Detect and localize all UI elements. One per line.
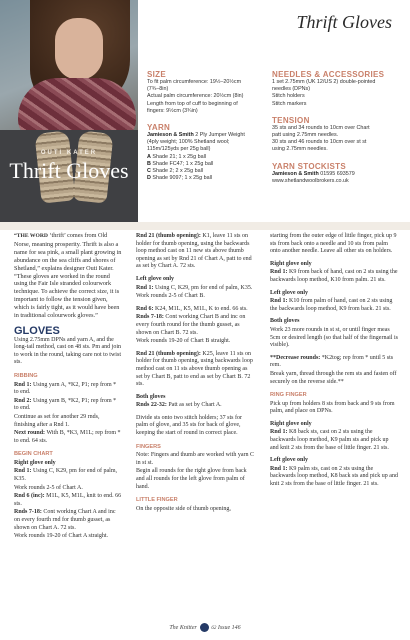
stockists-heading: YARN STOCKISTS <box>272 161 346 171</box>
needles-tension-column <box>272 70 400 185</box>
yarn-info: Jamieson & Smith 2 Ply Jumper Weight (4ply weight; 100% Shetland wool; 115m/125yds per 25g ball) A Shade 21; 1 x 25g ball B Shade FC47; 1 x 25g ball C Shade 2; 2 x 25g ball D Shade 9097; 1 x 25g ball <box>147 132 245 182</box>
size-yarn-column <box>147 70 263 182</box>
designer-name: OUTI KATER <box>40 150 98 156</box>
gloves-heading: GLOVES <box>14 324 60 337</box>
page-number: 62 <box>211 625 217 631</box>
ring-finger-heading: RING FINGER <box>270 392 307 399</box>
fingers-heading: FINGERS <box>136 443 161 450</box>
page-title: Thrift Gloves <box>296 12 392 32</box>
size-heading: SIZE <box>147 70 166 79</box>
pattern-column-1: “THE WORD ‘thrift’ comes from Old Norse, meaning prosperity. Thrift is also a name for sea pink, a small plant growing in abundance on the sea cliffs and shores of Shetland,” explains designer Outi Kater. “These gloves are worked in the round using the Fair Isle stranded colourwork technique. To achieve the correct size, it is important to follow the tension given, which is fairly tight, as it would have been in traditional colourwork gloves.” GLOVES Using 2.75mm DPNs and yarn A, and the long-tail method, cast on 48 sts. Pm and join to work in the round, taking care not to twist sts. RIBBING Rnd 1: Using yarn A, *K2, P1; rep from * to end. Rnd 2: Using yarn B, *K2, P1; rep from * to end. Continue as set for another 29 rnds, finishing after a Rnd 1. Next round: With B, *K3, M1L; rep from * to end. 64 sts. BEGIN CHART Right glove only Rnd 1: Using C, K29, pm for end of palm, K35. Work rounds 2-5 of Chart A. Rnd 6 (inc): M1L, K5, M1L, knit to end. 66 sts. Rnds 7-18: Cont working Chart A and inc on every fourth rnd for thumb gusset, as shown on Chart A. 72 sts. Work rounds 19-20 of Chart A straight. <box>14 232 122 540</box>
yarn-heading: YARN <box>147 123 171 133</box>
tension-heading: TENSION <box>272 115 310 125</box>
pattern-column-3: starting from the outer edge of little finger, pick up 9 sts from back onto a needle and 10 sts from palm onto another needle. Leave all other sts on holders. Right glove only Rnd 1: K9 from back of hand, cast on 2 sts using the backwards loop method, K10 from palm. 21 sts. Left glove only Rnd 1: K10 from palm of hand, cast on 2 sts using the backwards loop method, K9 from back. 21 sts. Both gloves Work 23 more rounds in st st, or until finger meas 5cm or desired length (so that half of the fingernail is visible). **Decrease rounds: *K2tog; rep from * until 5 sts rem. Break yarn, thread through the rem sts and fasten off securely on the reverse side.** RING FINGER Pick up from holders 8 sts from back and 9 sts from palm, and place on DPNs. Right glove only Rnd 1: K8 back sts, cast on 2 sts using the backwards loop method, K9 palm sts and pick up and knit 2 sts from the base of little finger. 21 sts. Left glove only Rnd 1: K9 palm sts, cast on 2 sts using the backwards loop method, K8 back sts and pick up and knit 2 sts from the base of little finger. 21 sts. <box>270 233 398 488</box>
little-finger-heading: LITTLE FINGER <box>136 497 178 504</box>
stockists-info: Jamieson & Smith 01595 693579 www.shetlandwoolbrokers.co.uk <box>272 171 400 185</box>
size-info: To fit palm circumference: 19½–20½cm (7¾–8in) Actual palm circumference: 20½cm (8in) Length from top of cuff to beginning of fingers: 9½cm (3¾in) <box>147 79 244 114</box>
intro-paragraph: “THE WORD ‘thrift’ comes from Old Norse, meaning prosperity. Thrift is also a name for sea pink, a small plant growing in abundance on the sea cliffs and shores of Shetland,” explains designer Outi Kater. “These gloves are worked in the round using the Fair Isle stranded colourwork technique. To achieve the correct size, it is important to follow the tension given, which is fairly tight, as it would have been in traditional colourwork gloves.” <box>14 232 122 320</box>
needles-heading: NEEDLES & ACCESSORIES <box>272 70 385 79</box>
tension-info: 35 sts and 34 rounds to 10cm over Chart patt using 2.75mm needles. 30 sts and 46 rounds to 10cm over st st using 2.75mm needles. <box>272 124 370 153</box>
ribbing-heading: RIBBING <box>14 372 38 379</box>
stockists-link[interactable]: www.shetlandwoolbrokers.co.uk <box>272 177 349 184</box>
magazine-name: The Knitter <box>169 624 197 631</box>
needles-info: 1 set 2.75mm (UK 12/US 2) double-pointed needles (DPNs) Stitch holders Stitch markers <box>272 79 376 107</box>
section-divider <box>0 222 410 230</box>
page-number-badge <box>200 623 209 632</box>
model-photo <box>0 0 138 222</box>
issue-label: Issue 146 <box>217 624 241 631</box>
photo-title: Thrift Gloves <box>9 158 129 183</box>
page-footer <box>0 623 410 632</box>
begin-chart-heading: BEGIN CHART <box>14 451 53 458</box>
pattern-column-2: Rnd 21 (thumb opening): K1, leave 11 sts on holder for thumb opening, using the backwards loop method cast on 11 new sts above thumb opening as set by Rnd 21 of Chart A, patt to end as set by Chart A. 72 sts. Left glove only Rnd 1: Using C, K29, pm for end of palm, K35. Work rounds 2-5 of Chart B. Rnd 6: K24, M1L, K5, M1L, K to end. 66 sts. Rnds 7-18: Cont working Chart B and inc on every fourth round for the thumb gusset, as shown on Chart B. 72 sts. Work rounds 19-20 of Chart B straight. Rnd 21 (thumb opening): K25, leave 11 sts on holder for thumb opening, using backwards loop method cast on 11 sts above thumb opening as set by Chart B, patt to end as set by Chart B. 72 sts. Both gloves Rnds 22-32: Patt as set by Chart A. Divide sts onto two stitch holders; 37 sts for palm of glove, and 35 sts for back of glove, keeping the start of round in correct place. FINGERS Note: Fingers and thumb are worked with yarn C in st st. Begin all rounds for the right glove from back and all rounds for the left glove from palm of hand. LITTLE FINGER On the opposite side of thumb opening, <box>136 233 254 512</box>
